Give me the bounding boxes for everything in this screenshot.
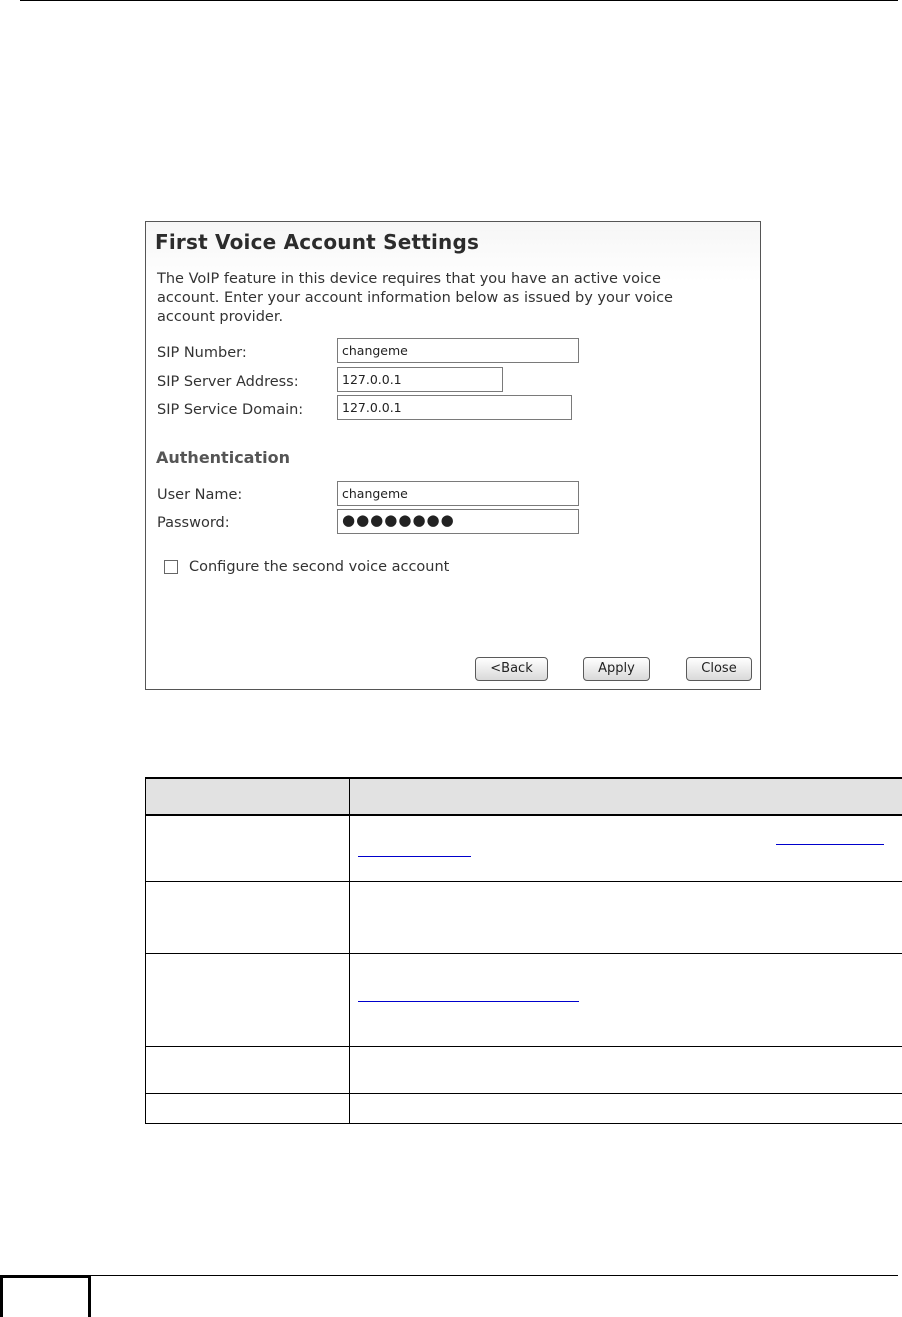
page-number-box [0,1275,91,1317]
dialog-title: First Voice Account Settings [155,230,480,254]
sip-service-domain-label: SIP Service Domain: [157,402,304,418]
sip-server-address-label: SIP Server Address: [157,374,299,390]
table-cell [146,1094,350,1124]
link-underline[interactable] [358,856,471,857]
user-name-label: User Name: [157,487,243,503]
back-button[interactable]: <Back [475,657,548,681]
sip-service-domain-input[interactable]: 127.0.0.1 [337,395,572,420]
second-account-checkbox-label[interactable]: Configure the second voice account [189,559,450,575]
second-account-checkbox[interactable] [164,560,178,574]
close-button[interactable]: Close [686,657,752,681]
table-header-cell [146,778,350,815]
user-name-input[interactable]: changeme [337,481,579,506]
table-row [146,1094,902,1124]
link-underline[interactable] [358,1001,579,1002]
footer-rule [91,1275,898,1276]
dialog-intro: The VoIP feature in this device requires that you have an active voice account. Enter your account information below as issued by your voice account provider. [157,271,673,325]
apply-button[interactable]: Apply [583,657,650,681]
sip-number-input[interactable]: changeme [337,338,579,363]
table-cell [350,815,902,882]
table-row [146,1047,902,1094]
table-cell [350,1047,902,1094]
table-row [146,882,902,954]
top-rule [20,0,898,1]
link-underline[interactable] [776,844,884,845]
table-cell [146,954,350,1047]
field-description-table [145,777,902,1124]
table-header-row [146,778,902,815]
sip-number-label: SIP Number: [157,345,247,361]
voice-account-dialog [145,221,761,690]
table-header-cell [350,778,902,815]
table-cell [350,1094,902,1124]
password-input[interactable]: ●●●●●●●● [337,509,579,534]
sip-server-address-input[interactable]: 127.0.0.1 [337,367,503,392]
authentication-heading: Authentication [156,448,290,467]
table-row [146,815,902,882]
table-cell [350,882,902,954]
table-row [146,954,902,1047]
table-cell [146,1047,350,1094]
table-cell [350,954,902,1047]
table-cell [146,815,350,882]
table-cell [146,882,350,954]
password-label: Password: [157,515,230,531]
